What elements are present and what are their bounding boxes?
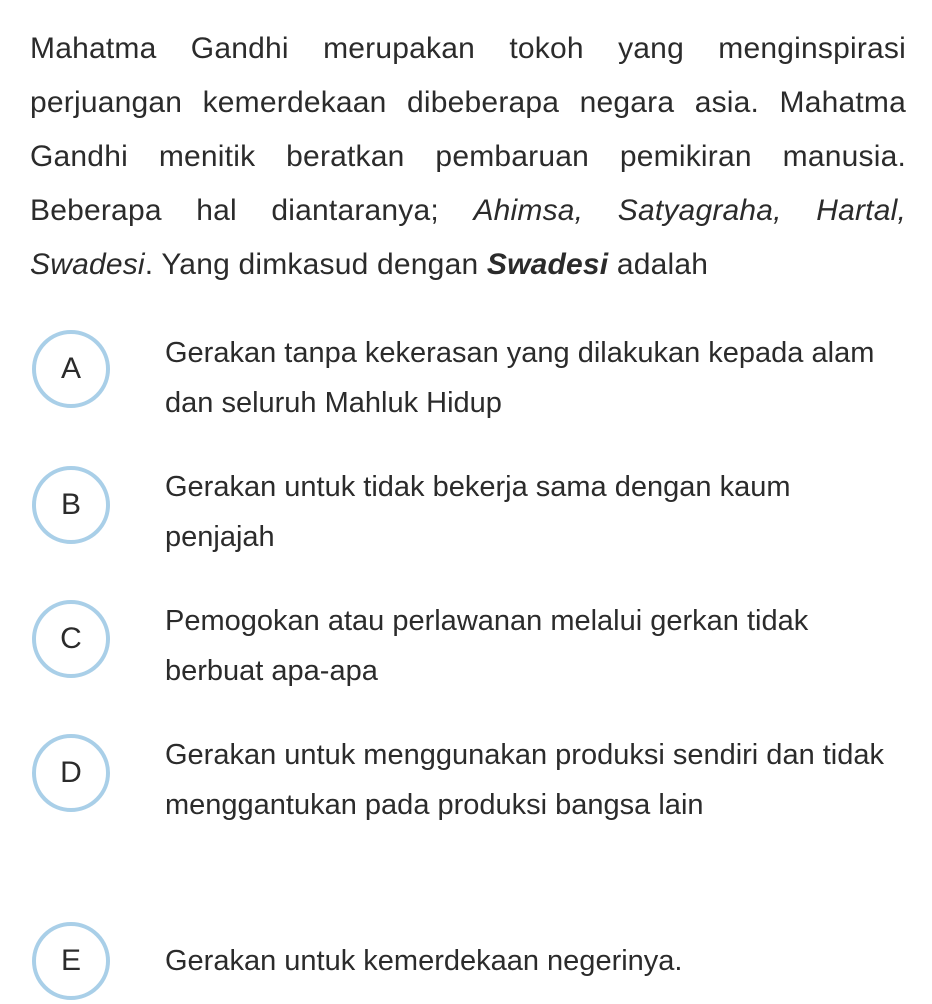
option-c[interactable] [0, 600, 932, 690]
option-c-letter-circle[interactable]: C [32, 600, 110, 678]
question-segment-intro: Mahatma Gandhi merupakan tokoh yang menginspirasi perjuangan kemerdekaan dibeberapa negara asia. Mahatma Gandhi menitik beratkan pembaruan pemikiran manusia. Beberapa hal diantaranya; [30, 32, 906, 227]
option-e-text[interactable]: Gerakan untuk kemerdekaan negerinya. [165, 945, 683, 977]
option-a-text[interactable]: Gerakan tanpa kekerasan yang dilakukan kepada alam dan seluruh Mahluk Hidup [165, 337, 875, 419]
option-d[interactable] [0, 734, 932, 874]
option-d-text[interactable]: Gerakan untuk menggunakan produksi sendiri dan tidak menggantukan pada produksi bangsa lain [165, 739, 885, 821]
option-a[interactable] [0, 330, 932, 420]
option-a-letter-circle[interactable]: A [32, 330, 110, 408]
question-segment-prompt: . Yang dimkasud dengan [144, 248, 487, 281]
option-b-letter-circle[interactable]: B [32, 466, 110, 544]
question-segment-terms: Ahimsa, Satyagraha, Hartal, Swadesi [30, 194, 906, 281]
option-b[interactable] [0, 466, 932, 556]
question-segment-ending: adalah [608, 248, 709, 281]
option-d-letter-circle[interactable]: D [32, 734, 110, 812]
option-c-text[interactable]: Pemogokan atau perlawanan melalui gerkan tidak berbuat apa-apa [165, 605, 809, 687]
option-e-letter-circle[interactable]: E [32, 922, 110, 1000]
option-e[interactable] [0, 922, 932, 1004]
question-segment-keyword: Swadesi [486, 248, 609, 281]
option-b-text[interactable]: Gerakan untuk tidak bekerja sama dengan kaum penjajah [165, 471, 791, 553]
